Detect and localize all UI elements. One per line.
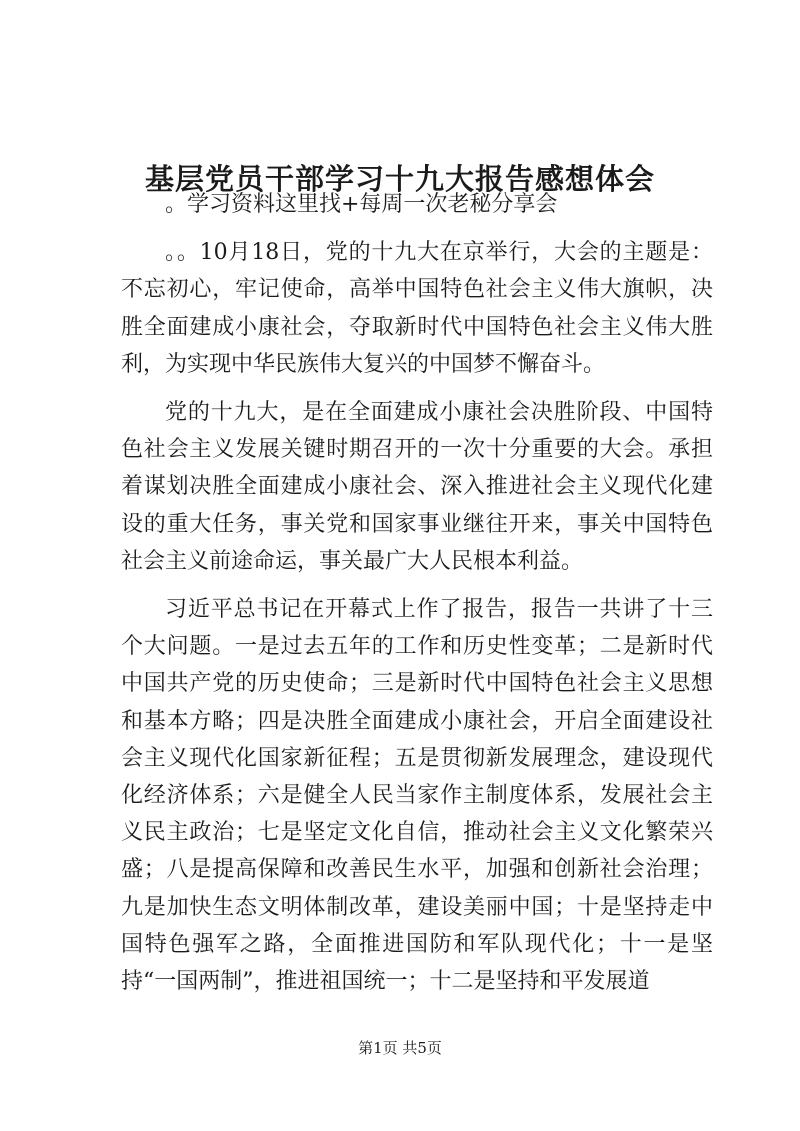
document-title: 基层党员干部学习十九大报告感想体会 [144, 162, 655, 197]
paragraph-congress-significance: 党的十九大，是在全面建成小康社会决胜阶段、中国特色社会主义发展关键时期召开的一次十分重要的大会。承担着谋划决胜全面建成小康社会、深入推进社会主义现代化建设的重大任务，事关党和国家事业继往开来，事关中国特色社会主义前途命运，事关最广大人民根本利益。 [121, 400, 713, 574]
paragraph-congress-theme: 。。10月18日，党的十九大在京举行，大会的主题是：不忘初心，牢记使命，高举中国特色社会主义伟大旗帜，决胜全面建成小康社会，夺取新时代中国特色社会主义伟大胜利，为实现中华民族伟大复兴的中国梦不懈奋斗。 [121, 240, 713, 377]
document-body [121, 186, 713, 1000]
page-footer: 第1页 共5页 [358, 1039, 442, 1057]
paragraph-report-topics: 习近平总书记在开幕式上作了报告，报告一共讲了十三个大问题。一是过去五年的工作和历史性变革；二是新时代中国共产党的历史使命；三是新时代中国特色社会主义思想和基本方略；四是决胜全面建成小康社会，开启全面建设社会主义现代化国家新征程；五是贯彻新发展理念，建设现代化经济体系；六是健全人民当家作主制度体系，发展社会主义民主政治；七是坚定文化自信，推动社会主义文化繁荣兴盛；八是提高保障和改善民生水平，加强和创新社会治理；九是加快生态文明体制改革，建设美丽中国；十是坚持走中国特色强军之路，全面推进国防和军队现代化；十一是坚持“一国两制”，推进祖国统一；十二是坚持和平发展道 [121, 597, 713, 995]
paragraph-intro: 。学习资料这里找+每周一次老秘分享会 [165, 192, 558, 217]
